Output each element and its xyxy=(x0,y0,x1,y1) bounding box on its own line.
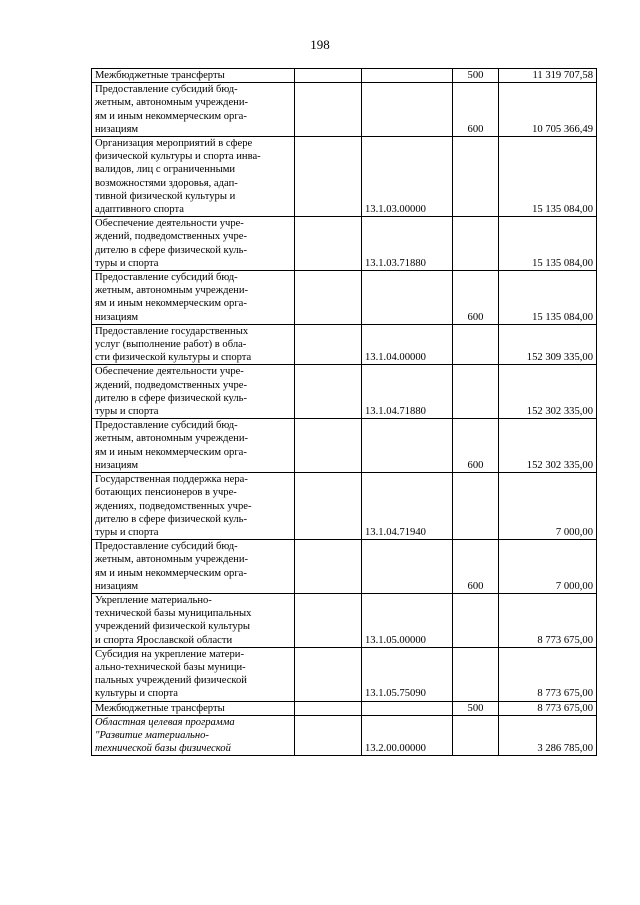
table-row xyxy=(92,701,597,715)
row-blank-cell xyxy=(295,217,362,271)
row-sum-cell: 8 773 675,00 xyxy=(499,593,597,647)
row-expense-type-cell: 600 xyxy=(453,271,499,325)
table-row xyxy=(92,540,597,594)
row-code-cell: 13.1.05.75090 xyxy=(362,647,453,701)
row-sum-cell: 11 319 707,58 xyxy=(499,69,597,83)
row-sum-cell: 15 135 084,00 xyxy=(499,217,597,271)
row-code-cell xyxy=(362,419,453,473)
budget-table-body xyxy=(92,69,597,756)
row-expense-type-cell xyxy=(453,324,499,365)
row-blank-cell xyxy=(295,593,362,647)
table-row xyxy=(92,715,597,756)
table-row xyxy=(92,271,597,325)
row-name-cell: Предоставление субсидий бюд- жетным, автономным учреждени- ям и иным некоммерческим орга- низациям xyxy=(92,271,295,325)
row-expense-type-cell: 600 xyxy=(453,540,499,594)
row-name-cell: Обеспечение деятельности учре- ждений, подведомственных учре- дителю в сфере физической куль- туры и спорта xyxy=(92,217,295,271)
table-row xyxy=(92,419,597,473)
row-code-cell xyxy=(362,83,453,137)
row-code-cell: 13.1.05.00000 xyxy=(362,593,453,647)
row-expense-type-cell: 600 xyxy=(453,419,499,473)
row-name-cell: Областная целевая программа "Развитие материально- технической базы физической xyxy=(92,715,295,756)
table-row xyxy=(92,473,597,540)
row-name-cell: Предоставление государственных услуг (выполнение работ) в обла- сти физической культуры и спорта xyxy=(92,324,295,365)
row-sum-cell: 10 705 366,49 xyxy=(499,83,597,137)
row-code-cell: 13.1.04.71940 xyxy=(362,473,453,540)
table-row xyxy=(92,324,597,365)
row-sum-cell: 15 135 084,00 xyxy=(499,271,597,325)
table-row xyxy=(92,69,597,83)
row-sum-cell: 152 309 335,00 xyxy=(499,324,597,365)
row-name-cell: Организация мероприятий в сфере физической культуры и спорта инва- валидов, лиц с ограниченными возможностями здоровья, адап- тивной физической культуры и адаптивного спорта xyxy=(92,137,295,217)
row-code-cell: 13.1.03.00000 xyxy=(362,137,453,217)
row-expense-type-cell xyxy=(453,473,499,540)
row-blank-cell xyxy=(295,473,362,540)
row-blank-cell xyxy=(295,324,362,365)
row-name-cell: Предоставление субсидий бюд- жетным, автономным учреждени- ям и иным некоммерческим орга- низациям xyxy=(92,540,295,594)
row-expense-type-cell xyxy=(453,647,499,701)
row-name-cell: Предоставление субсидий бюд- жетным, автономным учреждени- ям и иным некоммерческим орга- низациям xyxy=(92,83,295,137)
page-number: 198 xyxy=(310,37,330,52)
row-sum-cell: 8 773 675,00 xyxy=(499,701,597,715)
row-blank-cell xyxy=(295,715,362,756)
table-row xyxy=(92,83,597,137)
row-expense-type-cell xyxy=(453,365,499,419)
row-code-cell xyxy=(362,69,453,83)
row-name-cell: Межбюджетные трансферты xyxy=(92,69,295,83)
row-code-cell xyxy=(362,701,453,715)
row-blank-cell xyxy=(295,69,362,83)
row-sum-cell: 8 773 675,00 xyxy=(499,647,597,701)
table-row xyxy=(92,137,597,217)
row-sum-cell: 7 000,00 xyxy=(499,540,597,594)
row-expense-type-cell xyxy=(453,715,499,756)
table-row xyxy=(92,365,597,419)
row-name-cell: Предоставление субсидий бюд- жетным, автономным учреждени- ям и иным некоммерческим орга- низациям xyxy=(92,419,295,473)
row-expense-type-cell: 500 xyxy=(453,701,499,715)
row-code-cell: 13.1.03.71880 xyxy=(362,217,453,271)
row-blank-cell xyxy=(295,701,362,715)
row-name-cell: Укрепление материально- технической базы муниципальных учреждений физической культуры и спорта Ярославской области xyxy=(92,593,295,647)
row-blank-cell xyxy=(295,137,362,217)
row-blank-cell xyxy=(295,540,362,594)
table-row xyxy=(92,217,597,271)
row-code-cell: 13.1.04.71880 xyxy=(362,365,453,419)
row-name-cell: Субсидия на укрепление матери- ально-технической базы муници- пальных учреждений физической культуры и спорта xyxy=(92,647,295,701)
row-name-cell: Государственная поддержка нера- ботающих пенсионеров в учре- ждениях, подведомственных учре- дителю в сфере физической куль- туры и спорта xyxy=(92,473,295,540)
row-name-cell: Обеспечение деятельности учре- ждений, подведомственных учре- дителю в сфере физической куль- туры и спорта xyxy=(92,365,295,419)
row-expense-type-cell xyxy=(453,217,499,271)
row-sum-cell: 15 135 084,00 xyxy=(499,137,597,217)
table-row xyxy=(92,647,597,701)
row-code-cell: 13.1.04.00000 xyxy=(362,324,453,365)
row-expense-type-cell xyxy=(453,137,499,217)
row-sum-cell: 3 286 785,00 xyxy=(499,715,597,756)
row-blank-cell xyxy=(295,419,362,473)
row-blank-cell xyxy=(295,83,362,137)
row-blank-cell xyxy=(295,365,362,419)
row-blank-cell xyxy=(295,647,362,701)
budget-table xyxy=(91,68,597,756)
table-row xyxy=(92,593,597,647)
row-expense-type-cell xyxy=(453,593,499,647)
row-name-cell: Межбюджетные трансферты xyxy=(92,701,295,715)
row-code-cell xyxy=(362,540,453,594)
row-blank-cell xyxy=(295,271,362,325)
row-expense-type-cell: 600 xyxy=(453,83,499,137)
row-code-cell: 13.2.00.00000 xyxy=(362,715,453,756)
row-code-cell xyxy=(362,271,453,325)
row-sum-cell: 7 000,00 xyxy=(499,473,597,540)
row-expense-type-cell: 500 xyxy=(453,69,499,83)
row-sum-cell: 152 302 335,00 xyxy=(499,419,597,473)
row-sum-cell: 152 302 335,00 xyxy=(499,365,597,419)
